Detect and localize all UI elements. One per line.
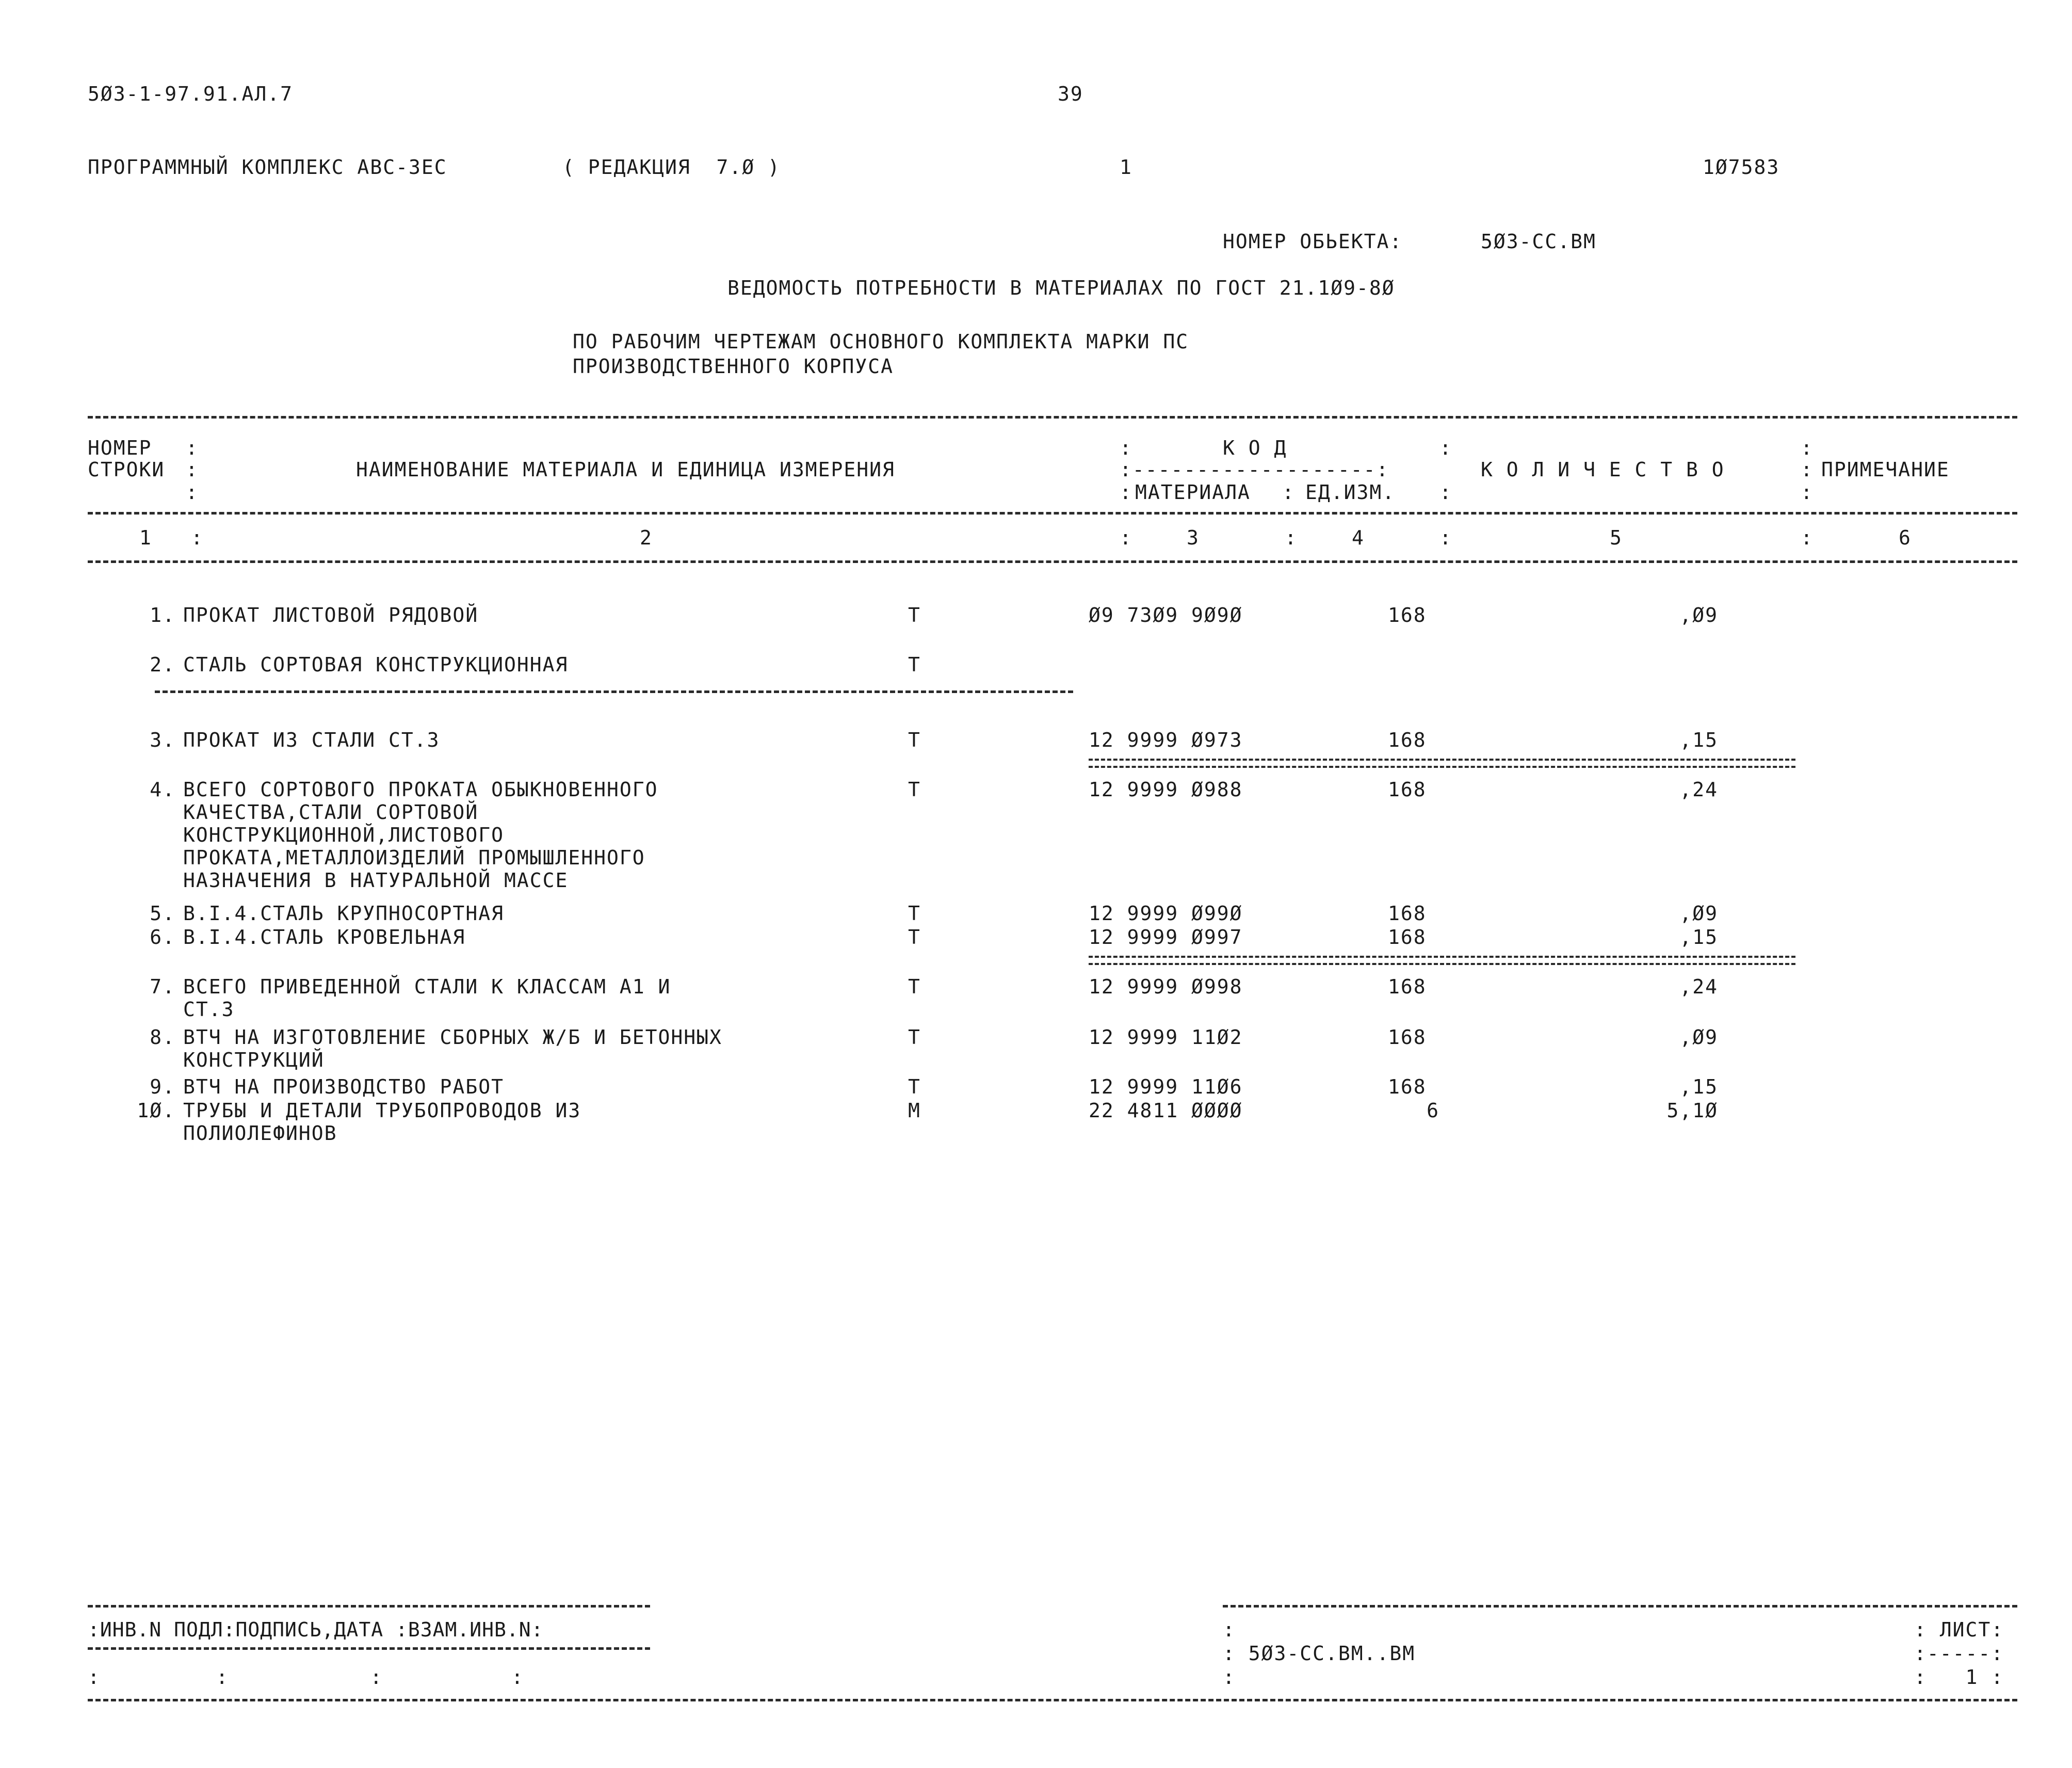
page-bottom-rule [88, 1699, 2017, 1701]
row-number: 1Ø. [137, 1099, 175, 1122]
header-code-divider: :-------------------: [1120, 458, 1389, 481]
col-number-3: 3 [1187, 526, 1200, 549]
row-material-name: ВСЕГО СОРТОВОГО ПРОКАТА ОБЫКНОВЕННОГО КАЧЕСТВА,СТАЛИ СОРТОВОЙ КОНСТРУКЦИОННОЙ,ЛИСТОВОГО ПРОКАТА,МЕТАЛЛОИЗДЕЛИЙ ПРОМЫШЛЕННОГО НАЗНАЧЕНИЯ В НАТУРАЛЬНОЙ МАССЕ [183, 778, 658, 892]
row-material-code: Ø9 73Ø9 9Ø9Ø [1089, 604, 1243, 626]
row-measure-code: 168 [1388, 729, 1427, 751]
row-material-name: ВТЧ НА ПРОИЗВОДСТВО РАБОТ [183, 1075, 504, 1098]
header-row-no-1: НОМЕР [88, 437, 152, 459]
title-block-colon-top: : [1223, 1618, 1236, 1641]
row-material-code: 12 9999 Ø973 [1089, 729, 1243, 751]
row-unit: Т [908, 1026, 921, 1049]
row-material-code: 12 9999 Ø997 [1089, 926, 1243, 949]
header-separator: : [186, 481, 198, 504]
sheet-divider: :-----: [1914, 1642, 2004, 1665]
row-quantity: ,24 [1679, 975, 1718, 998]
row-measure-code: 168 [1388, 1026, 1427, 1049]
row-material-code: 12 9999 Ø988 [1089, 778, 1243, 801]
row-measure-code: 168 [1388, 778, 1427, 801]
header-separator: : [1439, 481, 1451, 504]
row-number: 9. [150, 1075, 175, 1098]
row-number: 4. [150, 778, 175, 801]
title-block-top-rule [1223, 1605, 2017, 1608]
stamp-top-rule [88, 1605, 650, 1608]
row-measure-code: 168 [1388, 902, 1427, 925]
row-material-name: В.I.4.СТАЛЬ КРОВЕЛЬНАЯ [183, 926, 466, 949]
row-unit: Т [908, 902, 921, 925]
header-separator: : [1282, 481, 1294, 504]
row-quantity: ,15 [1679, 926, 1718, 949]
row-measure-code: 6 [1427, 1099, 1439, 1122]
object-value: 5Ø3-СС.ВМ [1481, 230, 1596, 253]
row-unit: М [908, 1099, 921, 1122]
header-name: НАИМЕНОВАНИЕ МАТЕРИАЛА И ЕДИНИЦА ИЗМЕРЕНИЯ [356, 458, 895, 481]
row-material-name: В.I.4.СТАЛЬ КРУПНОСОРТНАЯ [183, 902, 504, 925]
row-material-code: 22 4811 ØØØØ [1089, 1099, 1243, 1122]
header-quantity: К О Л И Ч Е С Т В О [1481, 458, 1725, 481]
row-unit: Т [908, 926, 921, 949]
header-row-no-2: СТРОКИ [88, 458, 165, 481]
row-material-code: 12 9999 11Ø2 [1089, 1026, 1243, 1049]
stamp-mid-rule [88, 1647, 650, 1650]
col-number-2: 2 [640, 526, 653, 549]
col-number-6: 6 [1899, 526, 1912, 549]
row-quantity: ,15 [1679, 729, 1718, 751]
group-rule [155, 690, 1073, 693]
row-unit: Т [908, 778, 921, 801]
header-mid-rule [88, 512, 2017, 515]
col-number-separator: : [1439, 526, 1451, 549]
row-quantity: ,15 [1679, 1075, 1718, 1098]
row-material-name: ПРОКАТ ЛИСТОВОЙ РЯДОВОЙ [183, 604, 479, 626]
sheet-code: 1Ø7583 [1703, 156, 1780, 179]
header-code: К О Д [1223, 437, 1287, 459]
header-separator: : [1801, 481, 1812, 504]
row-material-name: ВТЧ НА ИЗГОТОВЛЕНИЕ СБОРНЫХ Ж/Б И БЕТОННЫХ КОНСТРУКЦИЙ [183, 1026, 722, 1071]
row-number: 5. [150, 902, 175, 925]
row-material-code: 12 9999 11Ø6 [1089, 1075, 1243, 1098]
header-separator: : [1439, 437, 1451, 459]
stamp-header: :ИНВ.N ПОДЛ:ПОДПИСЬ,ДАТА :ВЗАМ.ИНВ.N: [88, 1618, 544, 1641]
row-unit: Т [908, 975, 921, 998]
row-measure-code: 168 [1388, 926, 1427, 949]
subtotal-rule [1089, 956, 1795, 965]
header-bottom-rule [88, 560, 2017, 563]
edition-label: ( РЕДАКЦИЯ 7.Ø ) [562, 156, 781, 179]
row-material-code: 12 9999 Ø99Ø [1089, 902, 1243, 925]
col-number-separator: : [1801, 526, 1812, 549]
row-number: 3. [150, 729, 175, 751]
doc-code: 5Ø3-1-97.91.АЛ.7 [88, 83, 294, 105]
object-label: НОМЕР ОБЬЕКТА: [1223, 230, 1403, 253]
table-top-rule [88, 416, 2017, 419]
header-separator: : [186, 437, 198, 459]
header-separator: : [1801, 458, 1812, 481]
header-separator: : [1120, 437, 1131, 459]
row-number: 2. [150, 653, 175, 676]
sheet-index: 1 [1120, 156, 1132, 179]
col-number-separator: : [1120, 526, 1131, 549]
row-quantity: ,24 [1679, 778, 1718, 801]
col-number-separator: : [1285, 526, 1297, 549]
col-number-5: 5 [1610, 526, 1623, 549]
row-number: 1. [150, 604, 175, 626]
col-number-separator: : [191, 526, 203, 549]
report-title: ВЕДОМОСТЬ ПОТРЕБНОСТИ В МАТЕРИАЛАХ ПО ГОСТ 21.1Ø9-8Ø [727, 277, 1395, 299]
row-number: 8. [150, 1026, 175, 1049]
row-measure-code: 168 [1388, 604, 1427, 626]
header-separator: : [186, 458, 198, 481]
row-material-name: ВСЕГО ПРИВЕДЕННОЙ СТАЛИ К КЛАССАМ А1 И СТ.3 [183, 975, 671, 1021]
row-material-name: ПРОКАТ ИЗ СТАЛИ СТ.3 [183, 729, 440, 751]
col-number-4: 4 [1352, 526, 1365, 549]
row-unit: Т [908, 1075, 921, 1098]
header-separator: : [1120, 481, 1131, 504]
sheet-label: : ЛИСТ: [1914, 1618, 2004, 1641]
header-code-unit: ЕД.ИЗМ. [1305, 481, 1396, 504]
row-quantity: 5,1Ø [1666, 1099, 1718, 1122]
row-quantity: ,Ø9 [1679, 1026, 1718, 1049]
page-number: 39 [1058, 83, 1083, 105]
row-number: 6. [150, 926, 175, 949]
header-separator: : [1801, 437, 1812, 459]
header-code-material: МАТЕРИАЛА [1135, 481, 1251, 504]
row-material-code: 12 9999 Ø998 [1089, 975, 1243, 998]
report-subtitle-line1: ПО РАБОЧИМ ЧЕРТЕЖАМ ОСНОВНОГО КОМПЛЕКТА МАРКИ ПС [573, 330, 1189, 353]
program-title: ПРОГРАММНЫЙ КОМПЛЕКС АВС-3ЕС [88, 156, 447, 179]
stamp-cells: : : : : [88, 1666, 524, 1689]
header-note: ПРИМЕЧАНИЕ [1821, 458, 1950, 481]
row-quantity: ,Ø9 [1679, 902, 1718, 925]
row-unit: Т [908, 729, 921, 751]
subtotal-rule [1089, 759, 1795, 768]
col-number-1: 1 [139, 526, 152, 549]
row-quantity: ,Ø9 [1679, 604, 1718, 626]
row-material-name: СТАЛЬ СОРТОВАЯ КОНСТРУКЦИОННАЯ [183, 653, 569, 676]
row-measure-code: 168 [1388, 1075, 1427, 1098]
row-number: 7. [150, 975, 175, 998]
row-unit: Т [908, 653, 921, 676]
row-unit: Т [908, 604, 921, 626]
title-block-colon-bottom: : [1223, 1666, 1236, 1689]
report-subtitle-line2: ПРОИЗВОДСТВЕННОГО КОРПУСА [573, 355, 894, 378]
row-measure-code: 168 [1388, 975, 1427, 998]
row-material-name: ТРУБЫ И ДЕТАЛИ ТРУБОПРОВОДОВ ИЗ ПОЛИОЛЕФИНОВ [183, 1099, 581, 1145]
sheet-number: : 1 : [1914, 1666, 2004, 1689]
document-reference: : 5Ø3-СС.ВМ..ВМ [1223, 1642, 1416, 1665]
